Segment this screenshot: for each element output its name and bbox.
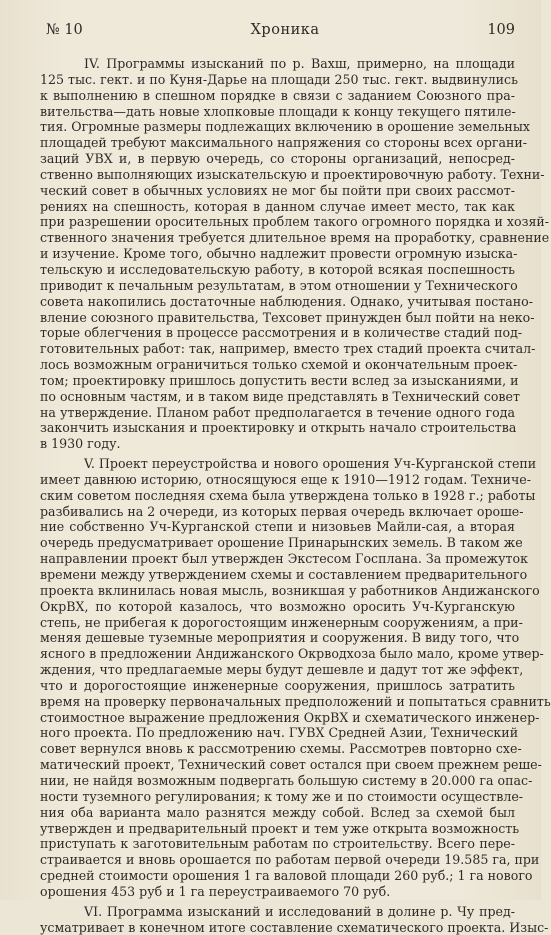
page-body [40, 56, 551, 935]
text-line: том; проектировку пришлось допустить вести вслед за изысканиями, и [40, 372, 519, 388]
text-line: площадей требуют максимального напряжения со стороны всех органи- [40, 135, 528, 151]
text-line: матический проект, Технический совет остался при своем прежнем реше- [40, 757, 542, 773]
text-line: совет вернулся вновь к рассмотрению схемы. Рассмотрев повторно схе- [40, 741, 522, 757]
text-line: ственного значения требуется длительное время на проработку, сравнение [40, 230, 550, 246]
text-line: ОкрВХ, по которой казалось, что возможно оросить Уч-Курганскую [40, 598, 515, 614]
text-line: проекта вклинилась новая мысль, возникшая у работников Андижанского [40, 582, 540, 598]
text-line: ности туземного регулирования; к тому же и по стоимости осуществле- [40, 788, 524, 804]
text-line: усматривает в конечном итоге составление схематического проекта. Изыс- [40, 919, 549, 935]
text-line: на утверждение. Планом работ предполагается в течение одного года [40, 404, 515, 420]
text-line: степь, не прибегая к дорогостоящим инженерным сооружениям, а при- [40, 614, 523, 630]
text-line: 125 тыс. гект. и по Куня-Дарье на площади 250 тыс. гект. выдвинулись [40, 71, 518, 87]
text-line: имеет давнюю историю, относящуюся еще к 1910—1912 годам. Техниче- [40, 471, 531, 487]
text-line: V. Проект переустройства и нового орошения Уч-Курганской степи [84, 456, 537, 472]
text-line: орошения 453 руб и 1 га переустраиваемого 70 руб. [40, 883, 391, 899]
text-line: вление союзного правительства, Техсовет принужден был пойти на неко- [40, 309, 535, 325]
text-line: ния оба варианта мало разнятся между собой. Вслед за схемой был [40, 804, 515, 820]
text-line: ственно выполняющих изыскательскую и проектировочную работу. Техни- [40, 166, 545, 182]
text-line: средней стоимости орошения 1 га валовой площади 260 руб.; 1 га нового [40, 868, 533, 884]
page-number: 109 [487, 22, 515, 38]
text-line: готовительных работ: так, например, вместо трех стадий проекта считал- [40, 341, 536, 357]
text-line: утвержден и предварительный проект и тем уже открыта возможность [40, 820, 520, 836]
text-line: очередь предусматривает орошение Принарынских земель. В таком же [40, 535, 523, 551]
text-line: тельскую и исследовательскую работу, в которой всякая поспешность [40, 261, 515, 277]
text-line: заций УВХ и, в первую очередь, со стороны организаций, непосред- [40, 151, 515, 167]
text-line: времени между утверждением схемы и составлением предварительного [40, 567, 528, 582]
paragraph [40, 903, 549, 935]
text-line: и изучение. Кроме того, обычно надлежит провести огромную изыска- [40, 246, 518, 262]
issue-number: № 10 [46, 22, 83, 38]
text-line: тия. Огромные размеры подлежащих включению в орошение земельных [40, 119, 530, 135]
text-line: ного проекта. По предложению нач. ГУВХ Средней Азии, Технический [40, 725, 519, 741]
text-line: лось возможным ограничиться только схемой и окончательным проек- [40, 357, 518, 373]
text-line: страивается и вновь орошается по работам первой очереди 19.585 га, при [40, 852, 540, 868]
text-line: совета накопились достаточные наблюдения. Однако, учитывая постано- [40, 293, 533, 309]
text-line: ние собственно Уч-Курганской степи и низовьев Майли-сая, а вторая [40, 519, 515, 535]
text-line: ческий совет в обычных условиях не мог бы пойти при своих рассмот- [40, 182, 515, 198]
text-line: ждения, что предлагаемые меры будут дешевле и дадут тот же эффект, [40, 662, 524, 678]
text-line: к выполнению в спешном порядке в связи с заданием Союзного пра- [40, 87, 515, 103]
running-title: Хроника [250, 22, 320, 38]
text-line: закончить изыскания и проектировку и открыть начало строительства [40, 420, 517, 436]
text-line: разбивались на 2 очереди, из которых первая очередь включает ороше- [40, 503, 524, 519]
text-line: торые облегчения в процессе рассмотрения и в количестве стадий под- [40, 325, 523, 341]
text-line: направлении проект был утвержден Экстесом Госплана. За промежуток [40, 551, 528, 567]
text-line: рениях на спешность, которая в данном случае имеет место, так как [40, 198, 515, 214]
text-line: вительства—дать новые хлопковые площади к концу текущего пятиле- [40, 103, 516, 119]
text-line: время на проверку первоначальных предположений и попытаться сравнить [40, 693, 551, 709]
text-line: меняя дешевые туземные мероприятия и сооружения. В виду того, что [40, 630, 520, 646]
text-line: при разрешении оросительных проблем такого огромного порядка и хозяй- [40, 214, 550, 230]
text-line: ясного в предложении Андижанского Окрводхоза было мало, кроме утвер- [40, 646, 544, 662]
text-line: VI. Программа изысканий и исследований в долине р. Чу пред- [84, 903, 515, 919]
text-line: что и дорогостоящие инженерные сооружения, пришлось затратить [40, 677, 515, 693]
paragraph [40, 456, 551, 900]
text-line: приводит к печальным результатам, в этом отношении у Технического [40, 277, 518, 293]
text-line: ским советом последняя схема была утверждена только в 1928 г.; работы [40, 487, 536, 503]
text-line: нии, не найдя возможным подвергать большую систему в 20.000 га опас- [40, 772, 533, 788]
page-header [46, 22, 515, 48]
text-line: в 1930 году. [40, 436, 121, 452]
text-line: приступать к заготовительным работам по строительству. Всего пере- [40, 836, 515, 852]
text-line: IV. Программы изысканий по р. Вахш, примерно, на площади [84, 56, 515, 71]
text-line: по основным частям, и в таком виде представлять в Технический совет [40, 388, 520, 404]
paragraph [40, 56, 550, 452]
text-line: стоимостное выражение предложения ОкрВХ и схематического инженер- [40, 709, 540, 725]
